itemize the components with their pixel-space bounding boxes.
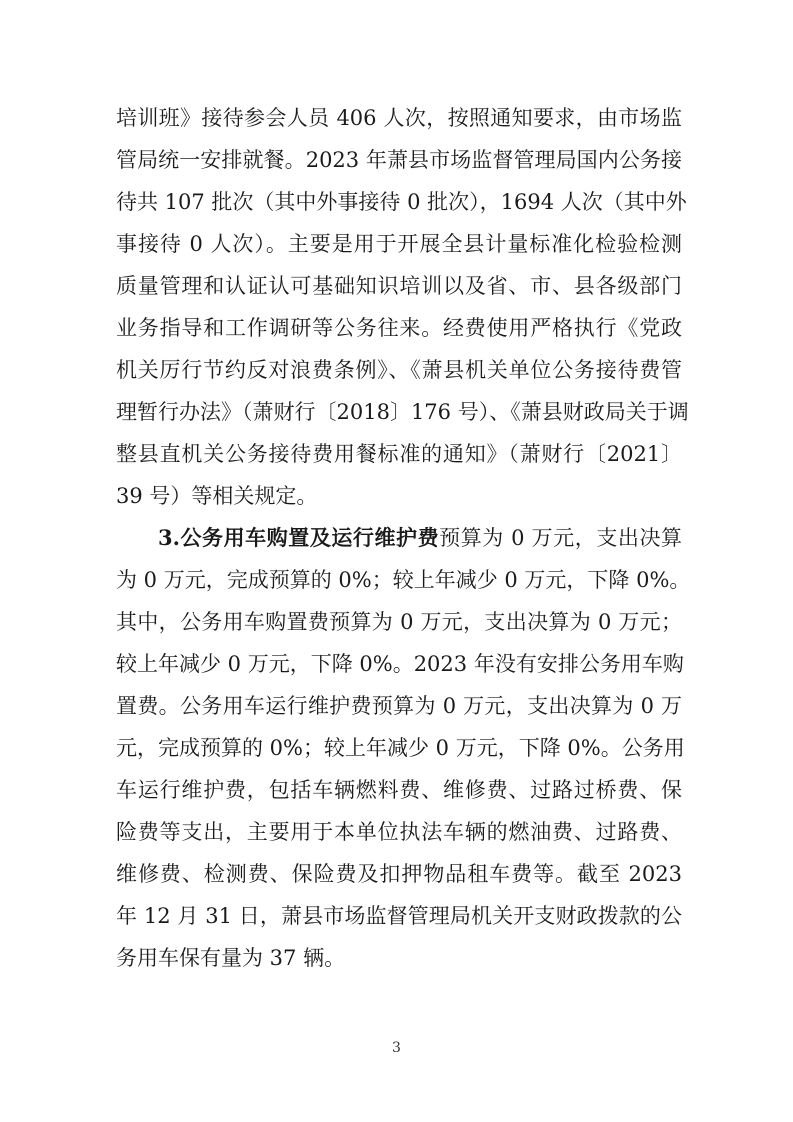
text-line: 理暂行办法》（萧财行〔2018〕176 号）、《萧县财政局关于调 bbox=[116, 400, 689, 424]
text-line: 整县直机关公务接待费用餐标准的通知》（萧财行〔2021〕 bbox=[116, 442, 682, 466]
text-line: 质量管理和认证认可基础知识培训以及省、市、县各级部门 bbox=[116, 274, 682, 298]
text-line: 事接待 0 人次）。主要是用于开展全县计量标准化检验检测 bbox=[116, 232, 682, 256]
section-heading-rest: 预算为 0 万元，支出决算 bbox=[439, 526, 683, 550]
text-line: 其中，公务用车购置费预算为 0 万元，支出决算为 0 万元； bbox=[116, 610, 682, 634]
text-line: 较上年减少 0 万元，下降 0%。2023 年没有安排公务用车购 bbox=[116, 652, 684, 676]
text-line: 年 12 月 31 日，萧县市场监督管理局机关开支财政拨款的公 bbox=[116, 904, 682, 928]
text-line: 维修费、检测费、保险费及扣押物品租车费等。截至 2023 bbox=[116, 862, 682, 886]
text-line: 为 0 万元，完成预算的 0%；较上年减少 0 万元，下降 0%。 bbox=[116, 568, 691, 592]
text-line: 机关厉行节约反对浪费条例》、《萧县机关单位公务接待费管 bbox=[116, 358, 682, 382]
text-line: 39 号）等相关规定。 bbox=[116, 484, 318, 508]
text-line: 置费。公务用车运行维护费预算为 0 万元，支出决算为 0 万 bbox=[116, 694, 682, 718]
text-line: 管局统一安排就餐。2023 年萧县市场监督管理局国内公务接 bbox=[116, 148, 682, 172]
page-number: 3 bbox=[392, 1040, 401, 1056]
text-line: 待共 107 批次（其中外事接待 0 批次），1694 人次（其中外 bbox=[116, 190, 687, 214]
text-line: 车运行维护费，包括车辆燃料费、维修费、过路过桥费、保 bbox=[116, 778, 682, 802]
text-line: 元，完成预算的 0%；较上年减少 0 万元，下降 0%。公务用 bbox=[116, 736, 685, 760]
section-heading-line bbox=[158, 526, 682, 550]
section-heading: 3.公务用车购置及运行维护费 bbox=[158, 525, 440, 550]
text-line: 险费等支出，主要用于本单位执法车辆的燃油费、过路费、 bbox=[116, 820, 682, 844]
text-line: 务用车保有量为 37 辆。 bbox=[116, 946, 346, 970]
text-line: 业务指导和工作调研等公务往来。经费使用严格执行《党政 bbox=[116, 316, 682, 340]
text-line: 培训班》接待参会人员 406 人次，按照通知要求，由市场监 bbox=[116, 106, 682, 130]
